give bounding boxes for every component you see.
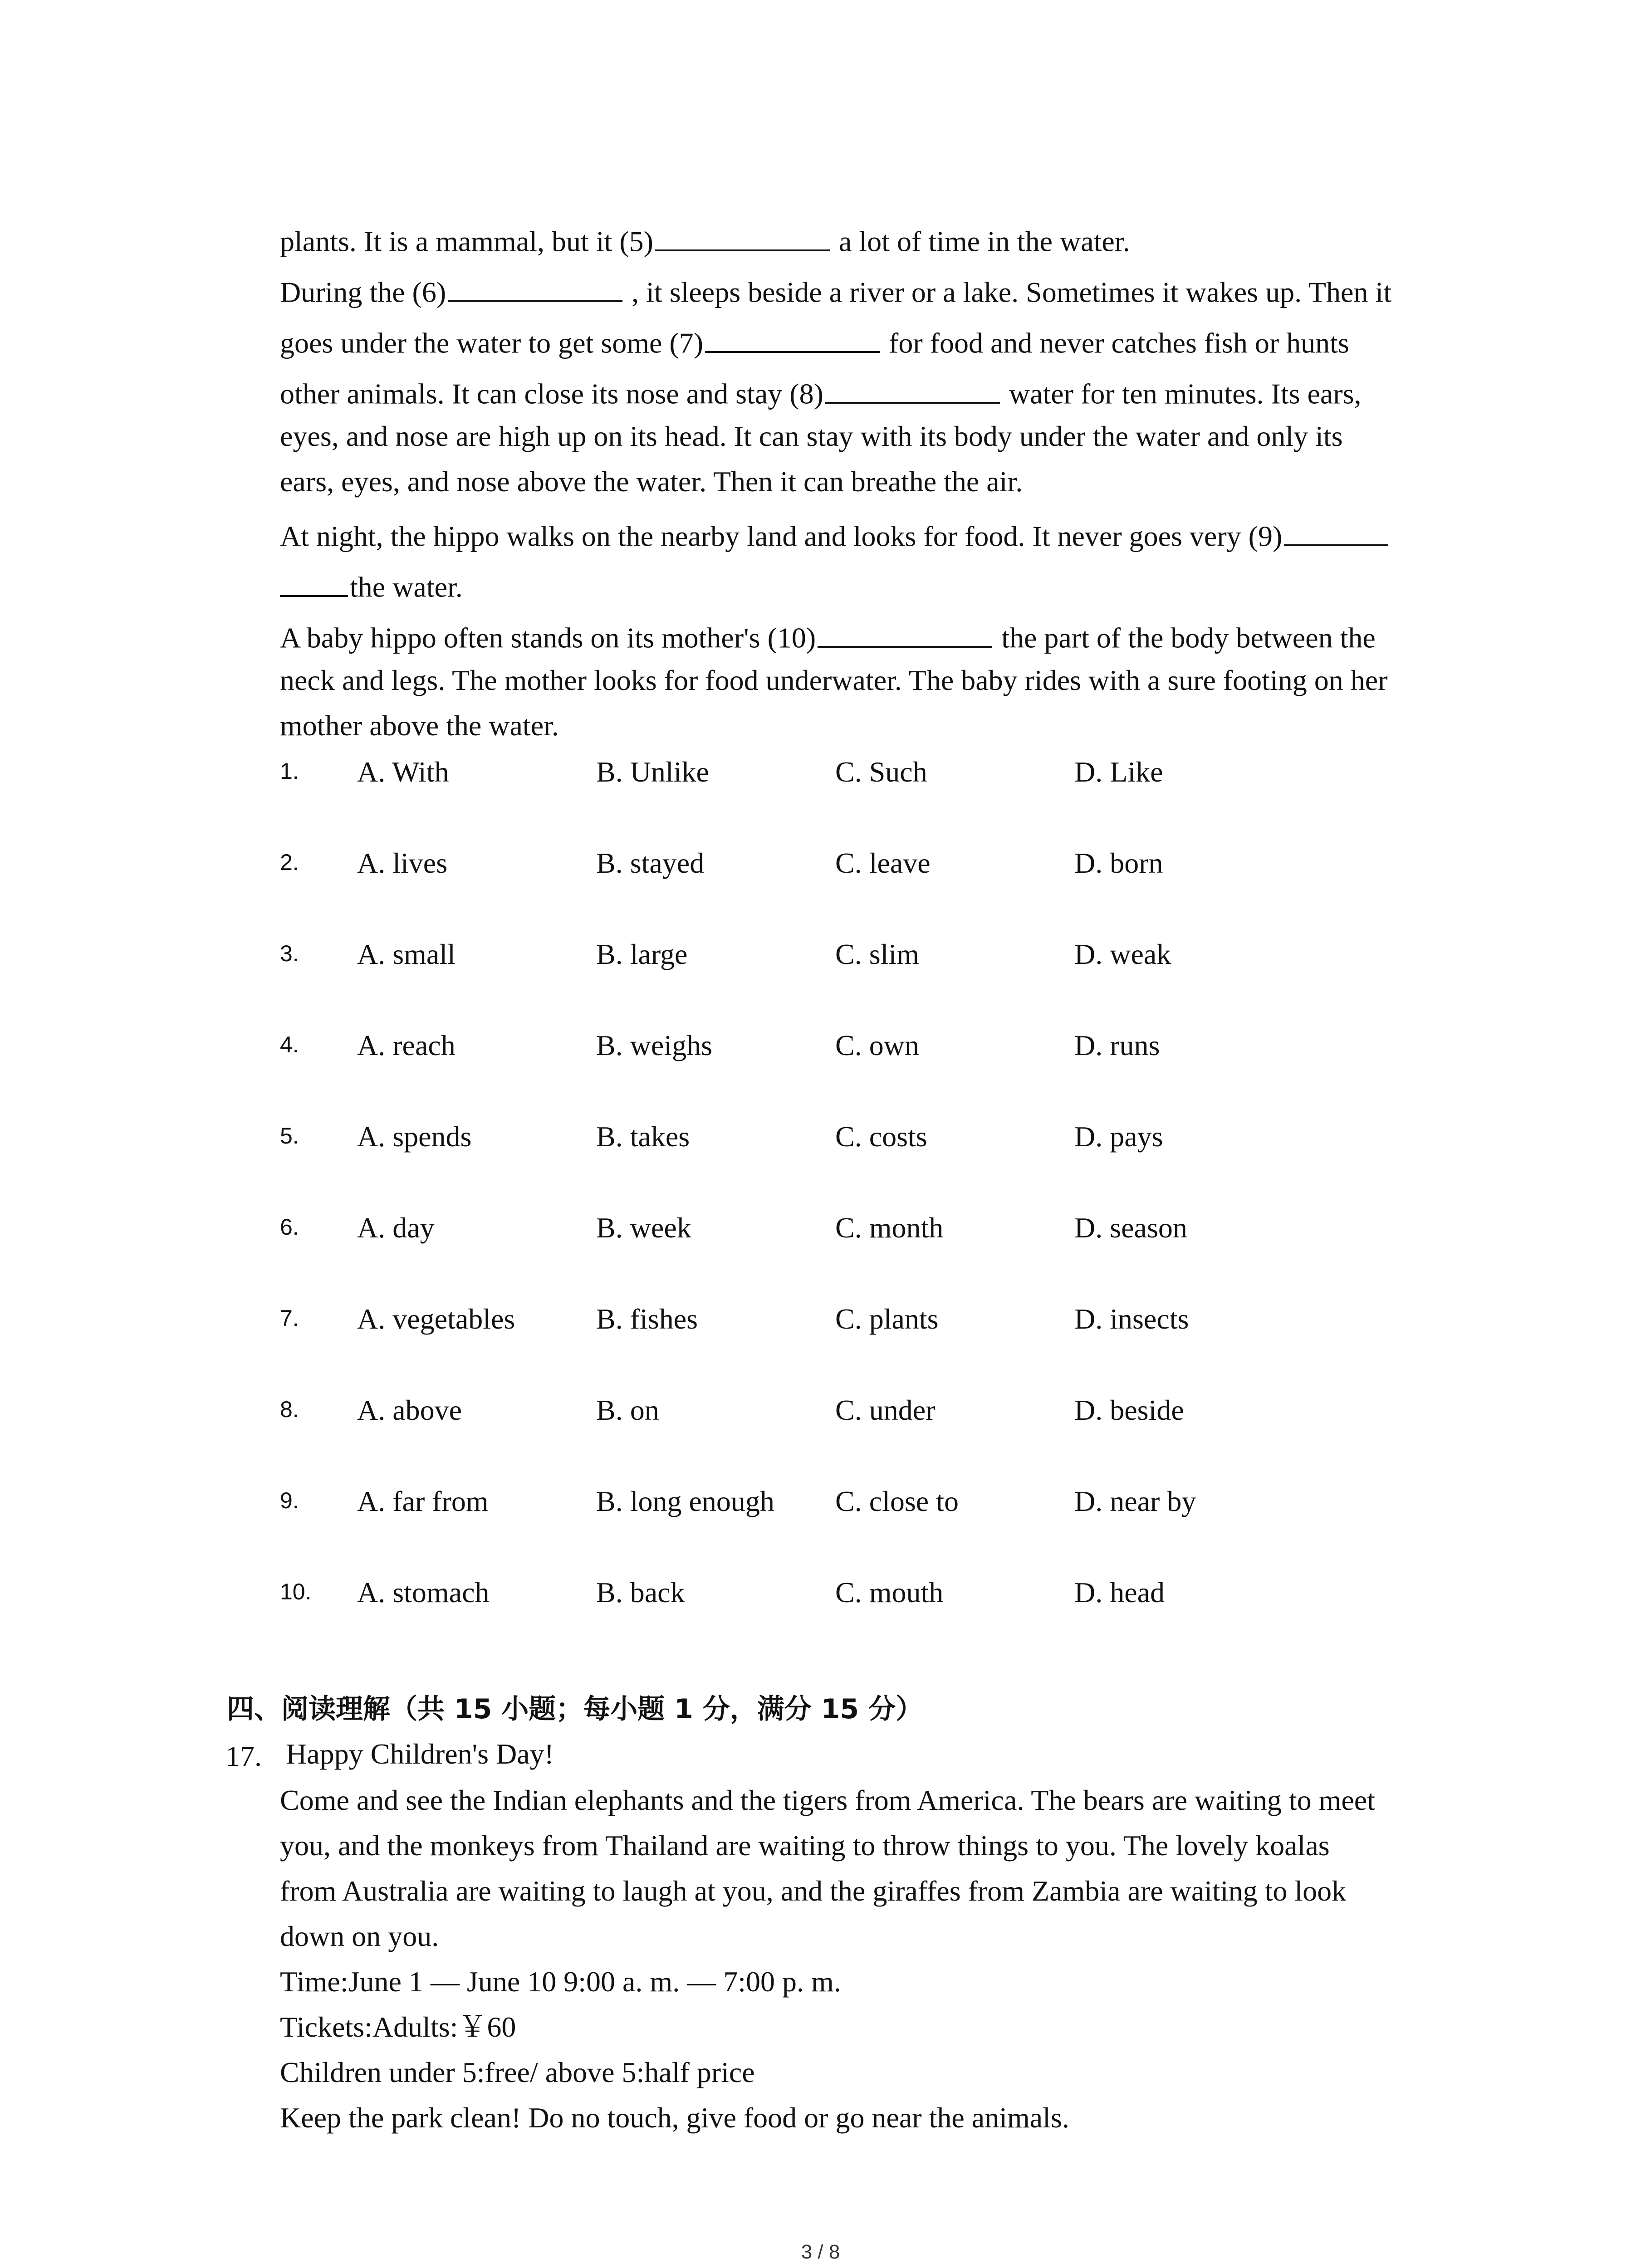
option-c[interactable]: C. close to bbox=[835, 1485, 959, 1517]
answer-blank-6[interactable] bbox=[448, 274, 622, 302]
option-d[interactable]: D. beside bbox=[1074, 1394, 1184, 1426]
passage-text: plants. It is a mammal, but it (5) bbox=[280, 225, 653, 258]
option-a[interactable]: A. small bbox=[357, 938, 456, 970]
option-b[interactable]: B. stayed bbox=[596, 847, 705, 879]
option-d[interactable]: D. pays bbox=[1074, 1120, 1163, 1153]
option-c[interactable]: C. month bbox=[835, 1212, 944, 1244]
question-number: 6. bbox=[280, 1214, 299, 1240]
option-a[interactable]: A. above bbox=[357, 1394, 462, 1426]
option-d[interactable]: D. insects bbox=[1074, 1303, 1189, 1335]
answer-blank-9[interactable] bbox=[1284, 518, 1388, 546]
ad-text-line-1: Come and see the Indian elephants and the tigers from America. The bears are waiting to meet bbox=[280, 1784, 1375, 1816]
option-b[interactable]: B. long enough bbox=[596, 1485, 774, 1517]
passage-text: a lot of time in the water. bbox=[831, 225, 1130, 258]
option-b[interactable]: B. Unlike bbox=[596, 756, 709, 788]
ad-rules: Keep the park clean! Do no touch, give food or go near the animals. bbox=[280, 2102, 1069, 2134]
passage-line-10: neck and legs. The mother looks for food underwater. The baby rides with a sure footing on her bbox=[280, 664, 1388, 696]
passage-line-7 bbox=[280, 518, 1390, 551]
option-d[interactable]: D. season bbox=[1074, 1212, 1187, 1244]
option-a[interactable]: A. reach bbox=[357, 1029, 456, 1061]
passage-line-3 bbox=[280, 325, 1349, 358]
option-d[interactable]: D. runs bbox=[1074, 1029, 1160, 1061]
ad-text-line-3: from Australia are waiting to laugh at you, and the giraffes from Zambia are waiting to look bbox=[280, 1875, 1347, 1907]
passage-text: During the (6) bbox=[280, 276, 446, 308]
question-number: 7. bbox=[280, 1305, 299, 1331]
passage-text: for food and never catches fish or hunts bbox=[882, 327, 1349, 359]
passage-text: the water. bbox=[350, 571, 463, 603]
answer-blank-7[interactable] bbox=[705, 325, 880, 353]
answer-blank-10[interactable] bbox=[818, 620, 992, 648]
ad-text-line-4: down on you. bbox=[280, 1920, 439, 1952]
question-number: 8. bbox=[280, 1397, 299, 1422]
option-a[interactable]: A. lives bbox=[357, 847, 448, 879]
option-d[interactable]: D. near by bbox=[1074, 1485, 1196, 1517]
option-a[interactable]: A. spends bbox=[357, 1120, 472, 1153]
option-c[interactable]: C. under bbox=[835, 1394, 936, 1426]
passage-text: A baby hippo often stands on its mother's (10) bbox=[280, 621, 816, 654]
page-number: 3 / 8 bbox=[801, 2241, 840, 2263]
ad-text-line-2: you, and the monkeys from Thailand are waiting to throw things to you. The lovely koalas bbox=[280, 1829, 1330, 1862]
answer-blank-5[interactable] bbox=[655, 223, 830, 251]
answer-blank-9-continued[interactable] bbox=[280, 569, 348, 597]
option-b[interactable]: B. back bbox=[596, 1576, 685, 1608]
passage-line-8 bbox=[280, 569, 463, 602]
option-d[interactable]: D. Like bbox=[1074, 756, 1163, 788]
passage-text: , it sleeps beside a river or a lake. Sometimes it wakes up. Then it bbox=[624, 276, 1391, 308]
passage-line-2 bbox=[280, 274, 1391, 307]
option-c[interactable]: C. slim bbox=[835, 938, 919, 970]
option-a[interactable]: A. far from bbox=[357, 1485, 489, 1517]
question-number: 5. bbox=[280, 1123, 299, 1149]
passage-text: goes under the water to get some (7) bbox=[280, 327, 704, 359]
option-b[interactable]: B. fishes bbox=[596, 1303, 698, 1335]
option-d[interactable]: D. weak bbox=[1074, 938, 1171, 970]
question-number: 9. bbox=[280, 1488, 299, 1513]
option-c[interactable]: C. own bbox=[835, 1029, 919, 1061]
option-a[interactable]: A. stomach bbox=[357, 1576, 490, 1608]
option-b[interactable]: B. large bbox=[596, 938, 688, 970]
passage-text: water for ten minutes. Its ears, bbox=[1001, 377, 1362, 410]
question-number: 10. bbox=[280, 1579, 312, 1604]
question-number: 2. bbox=[280, 850, 299, 875]
option-c[interactable]: C. leave bbox=[835, 847, 931, 879]
passage-text: the part of the body between the bbox=[994, 621, 1376, 654]
option-a[interactable]: A. With bbox=[357, 756, 449, 788]
option-b[interactable]: B. on bbox=[596, 1394, 659, 1426]
question-17-number: 17. bbox=[225, 1740, 262, 1772]
ad-time: Time:June 1 — June 10 9:00 a. m. — 7:00 p. m. bbox=[280, 1965, 841, 1998]
option-b[interactable]: B. week bbox=[596, 1212, 691, 1244]
ad-children-price: Children under 5:free/ above 5:half price bbox=[280, 2056, 755, 2088]
option-b[interactable]: B. weighs bbox=[596, 1029, 712, 1061]
ad-tickets: Tickets:Adults:￥60 bbox=[280, 2011, 516, 2043]
passage-line-1 bbox=[280, 223, 1130, 256]
passage-line-11: mother above the water. bbox=[280, 709, 559, 742]
option-b[interactable]: B. takes bbox=[596, 1120, 690, 1153]
option-d[interactable]: D. head bbox=[1074, 1576, 1165, 1608]
passage-text: other animals. It can close its nose and stay (8) bbox=[280, 377, 823, 410]
option-a[interactable]: A. day bbox=[357, 1212, 435, 1244]
passage-line-4 bbox=[280, 376, 1362, 409]
passage-line-5: eyes, and nose are high up on its head. It can stay with its body under the water and only its bbox=[280, 420, 1343, 452]
option-a[interactable]: A. vegetables bbox=[357, 1303, 515, 1335]
section-heading: 四、阅读理解（共 15 小题；每小题 1 分，满分 15 分） bbox=[227, 1693, 923, 1725]
passage-line-9 bbox=[280, 620, 1376, 653]
option-c[interactable]: C. Such bbox=[835, 756, 927, 788]
option-c[interactable]: C. plants bbox=[835, 1303, 939, 1335]
passage-text: At night, the hippo walks on the nearby land and looks for food. It never goes very (9) bbox=[280, 520, 1283, 552]
option-c[interactable]: C. mouth bbox=[835, 1576, 944, 1608]
passage-line-6: ears, eyes, and nose above the water. Then it can breathe the air. bbox=[280, 465, 1023, 498]
question-number: 4. bbox=[280, 1032, 299, 1057]
answer-blank-8[interactable] bbox=[825, 376, 1000, 404]
option-d[interactable]: D. born bbox=[1074, 847, 1163, 879]
option-c[interactable]: C. costs bbox=[835, 1120, 927, 1153]
question-17-title: Happy Children's Day! bbox=[286, 1738, 554, 1770]
question-number: 3. bbox=[280, 941, 299, 966]
question-number: 1. bbox=[280, 758, 299, 784]
